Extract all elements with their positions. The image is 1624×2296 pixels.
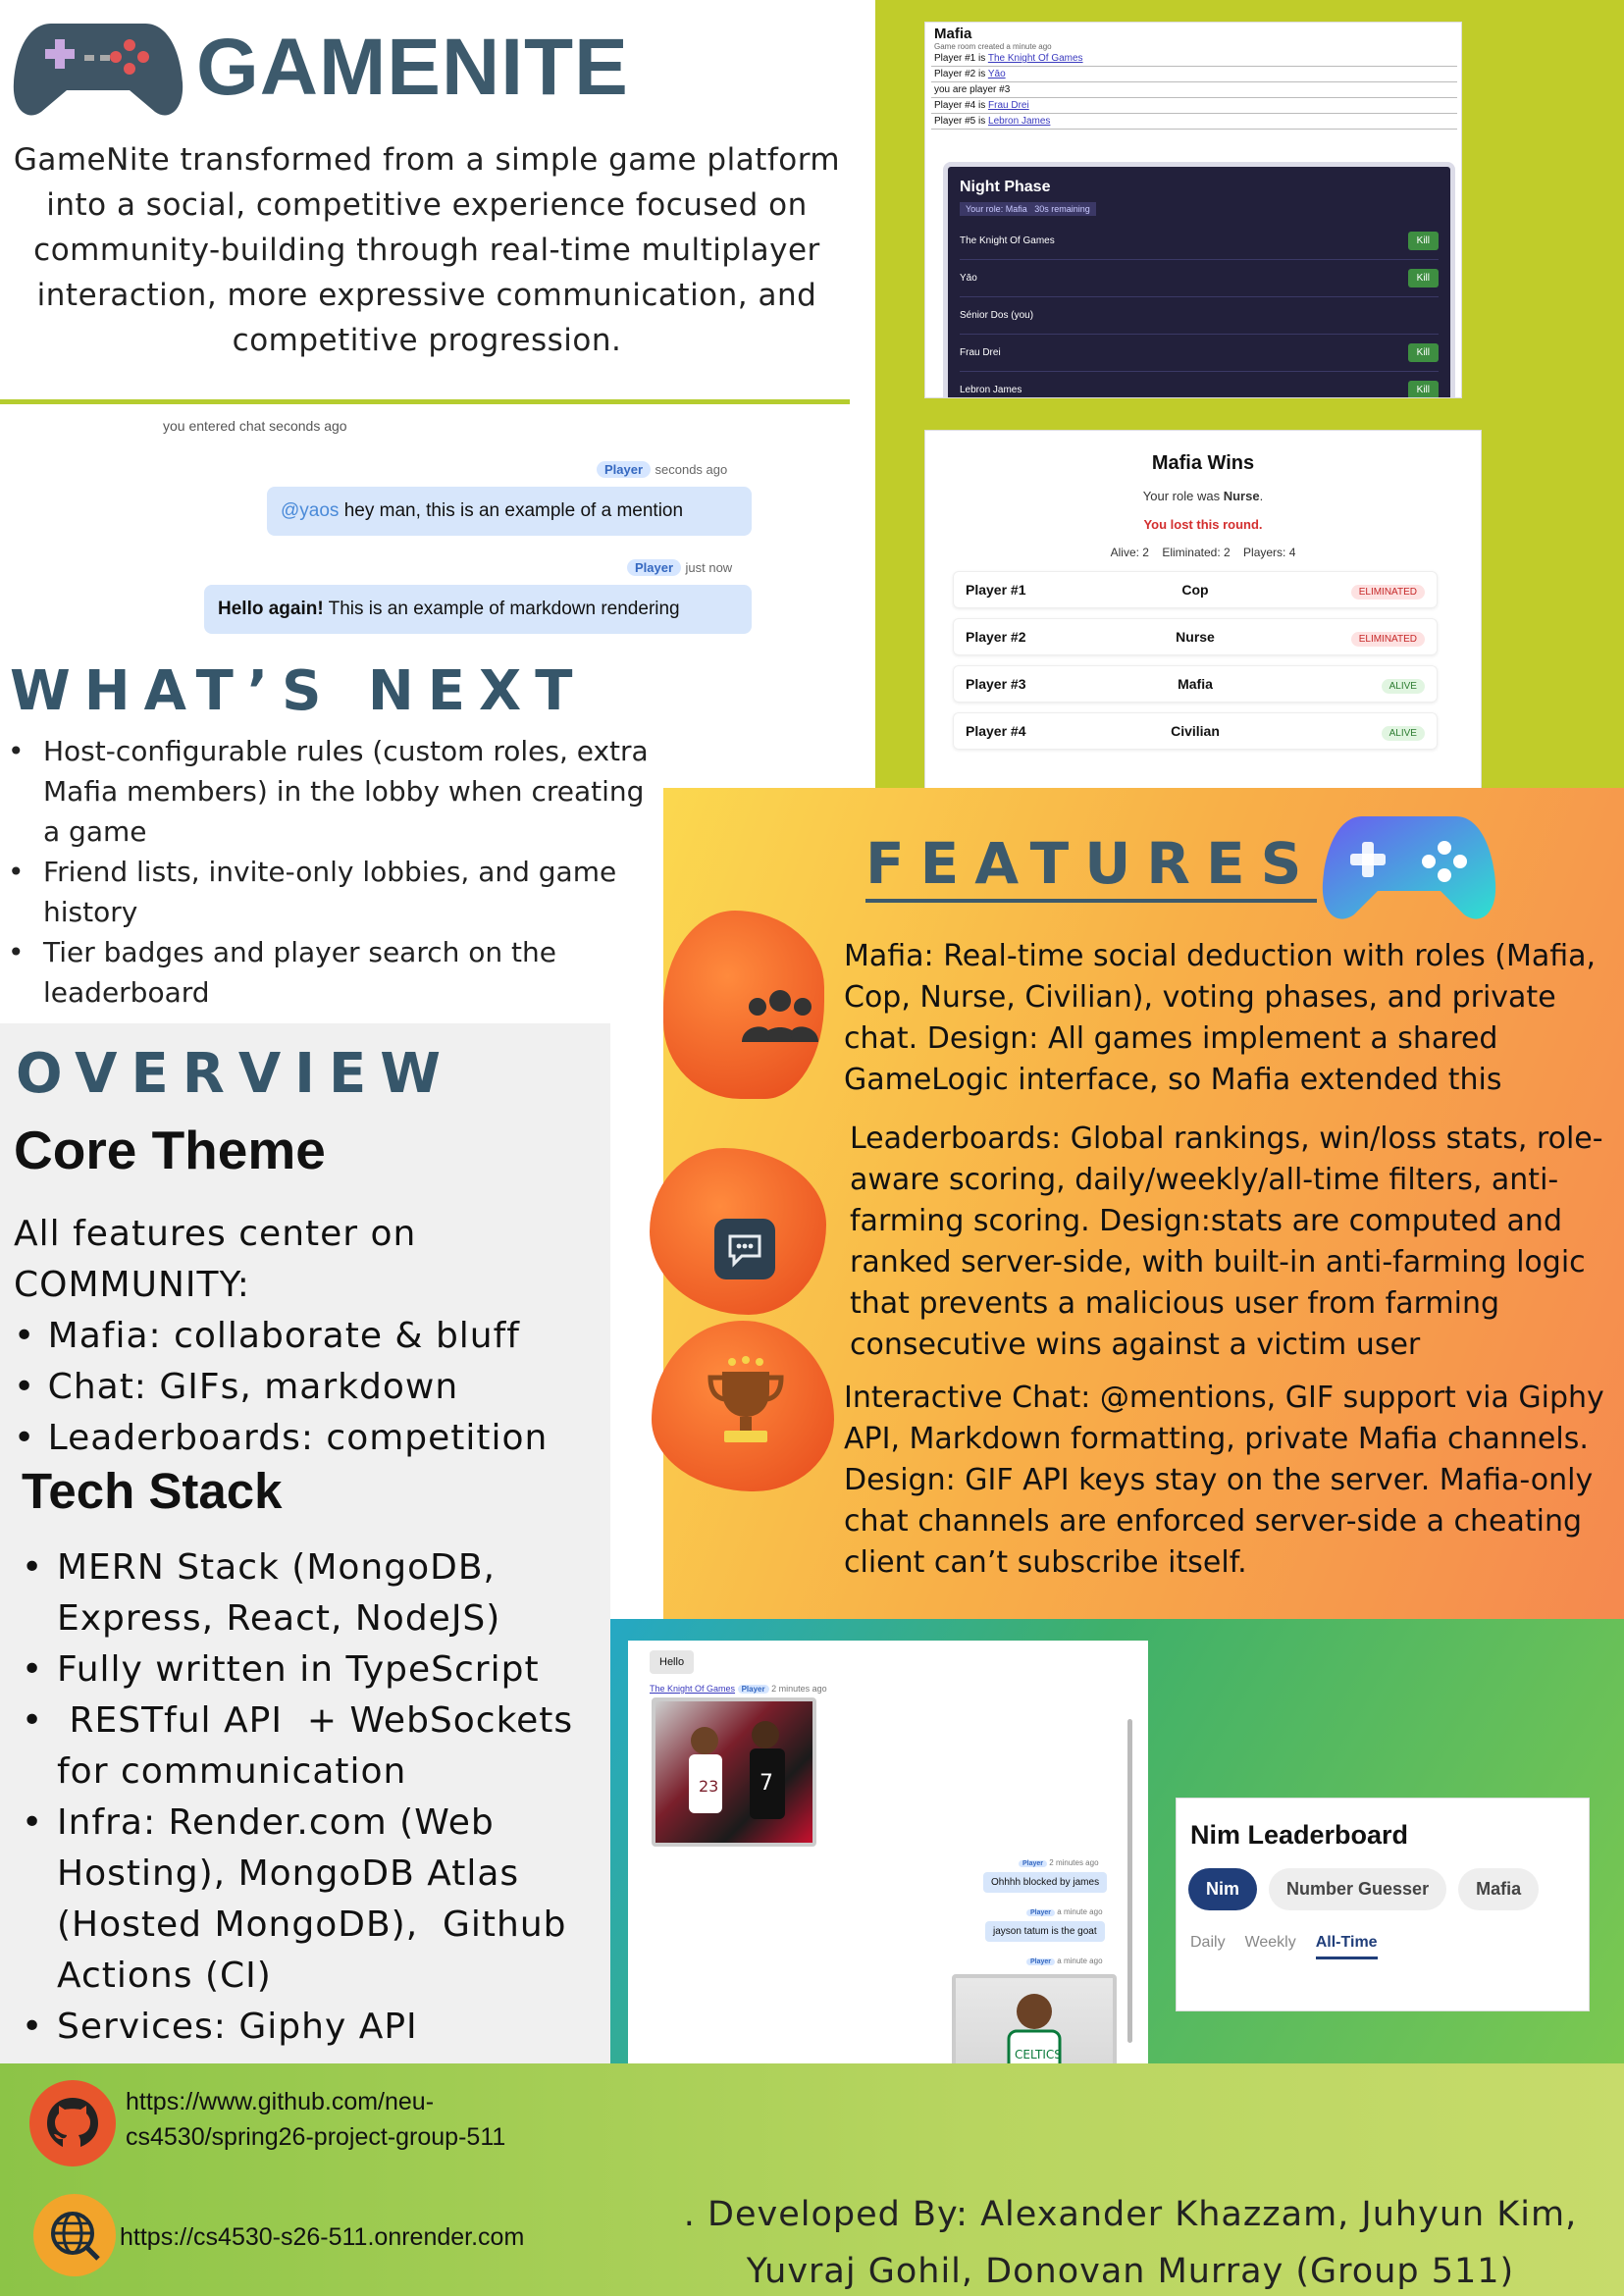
tab-mafia[interactable]: Mafia xyxy=(1458,1868,1539,1910)
result-row xyxy=(953,712,1438,750)
kill-button[interactable]: Kill xyxy=(1408,343,1439,362)
gamepad-gradient-icon xyxy=(1321,805,1497,930)
github-icon xyxy=(29,2080,116,2166)
player-row: Player #5 is Lebron James xyxy=(931,114,1457,130)
gif-chat-screenshot xyxy=(628,1641,1148,2135)
list-item: • Tier badges and player search on the leaderboard xyxy=(0,932,667,1013)
player-link[interactable]: Frau Drei xyxy=(988,100,1029,111)
msg-meta xyxy=(597,461,727,479)
core-line: All features center on COMMUNITY: xyxy=(14,1214,417,1305)
tab-nim[interactable]: Nim xyxy=(1188,1868,1257,1910)
msg-time: 2 minutes ago xyxy=(771,1684,827,1694)
sender-link: The Knight Of Games xyxy=(650,1684,736,1694)
night-target-row xyxy=(960,297,1439,335)
result-row xyxy=(953,665,1438,703)
status-badge: ALIVE xyxy=(1382,726,1425,741)
player-link[interactable]: The Knight Of Games xyxy=(987,53,1083,64)
mention-message: @yaos hey man, this is an example of a mention xyxy=(267,487,752,536)
status-badge: ELIMINATED xyxy=(1351,585,1425,600)
target-name: Frau Drei xyxy=(960,347,1001,358)
msg-time: just now xyxy=(685,560,733,575)
basketball-gif-image xyxy=(652,1697,816,1847)
scrollbar[interactable] xyxy=(1127,1719,1132,2043)
player-row: you are player #3 xyxy=(931,82,1457,98)
svg-text:23: 23 xyxy=(699,1777,719,1796)
list-item: • Friend lists, invite-only lobbies, and game history xyxy=(0,852,667,932)
night-phase-title: Night Phase xyxy=(960,179,1051,195)
role-label: Civilian xyxy=(1171,723,1220,739)
mention: @yaos xyxy=(281,500,340,521)
people-icon xyxy=(740,987,820,1042)
list-item: • Infra: Render.com (Web Hosting), MongoDB Atlas (Hosted MongoDB), Github Actions (CI) xyxy=(16,1798,610,2002)
role-timer-badge xyxy=(960,202,1096,216)
msg-meta xyxy=(627,559,732,577)
game-stats: Alive: 2 Eliminated: 2 Players: 4 xyxy=(1110,546,1296,559)
target-name: The Knight Of Games xyxy=(960,235,1055,246)
feature-mafia-text: Mafia: Real-time social deduction with roles (Mafia, Cop, Nurse, Civilian), voting phases, and private chat. Design: All games implement a shared GameLogic interface, so Mafia extended this xyxy=(844,939,1597,1097)
player-row: Player #1 is The Knight Of Games xyxy=(931,51,1457,67)
timer-label: 30s remaining xyxy=(1034,204,1090,214)
msg-meta: Player a minute ago xyxy=(1026,1957,1103,1965)
filter-all-time[interactable]: All-Time xyxy=(1316,1934,1378,1959)
player-chip: Player xyxy=(597,461,651,478)
kill-button[interactable]: Kill xyxy=(1408,269,1439,287)
player-label: Player #1 xyxy=(966,582,1026,598)
room-title: Mafia xyxy=(934,26,972,42)
globe-icon xyxy=(33,2194,116,2276)
room-subtitle: Game room created a minute ago xyxy=(934,42,1052,51)
filter-daily[interactable]: Daily xyxy=(1190,1934,1226,1951)
player-label: Player #2 xyxy=(966,629,1026,645)
player-row: Player #4 is Frau Drei xyxy=(931,98,1457,114)
night-phase-panel xyxy=(943,162,1455,398)
target-name: Lebron James xyxy=(960,385,1022,395)
intro-paragraph: GameNite transformed from a simple game platform into a social, competitive experience focused on community-building through real-time multiplayer interaction, more expressive communication, and competitive progression. xyxy=(13,142,841,358)
chat-icon xyxy=(712,1217,777,1281)
player-label: Player #4 xyxy=(966,723,1026,739)
kill-button[interactable]: Kill xyxy=(1408,381,1439,398)
chat-notice: you entered chat seconds ago xyxy=(163,418,347,434)
core-theme-text xyxy=(14,1209,602,1464)
msg-meta xyxy=(650,1684,827,1694)
filter-weekly[interactable]: Weekly xyxy=(1244,1934,1296,1951)
chat-message: jayson tatum is the goat xyxy=(985,1921,1105,1942)
status-badge: ELIMINATED xyxy=(1351,632,1425,647)
github-link[interactable]: https://www.github.com/neu-cs4530/spring26-project-group-511 xyxy=(126,2088,506,2151)
player-link[interactable]: Yāo xyxy=(987,69,1006,79)
nim-leaderboard-screenshot xyxy=(1176,1798,1590,2011)
list-item: • MERN Stack (MongoDB, Express, React, NodeJS) xyxy=(16,1542,610,1644)
list-item: • Host-configurable rules (custom roles, extra Mafia members) in the lobby when creating a game xyxy=(0,731,667,852)
markdown-message: Hello again! This is an example of markdown rendering xyxy=(204,585,752,634)
gamepad-logo-icon xyxy=(12,14,184,124)
poster-title: GAMENITE xyxy=(196,23,629,112)
role-label: Nurse xyxy=(1176,629,1215,645)
core-theme-heading: Core Theme xyxy=(14,1120,326,1180)
overview-heading: OVERVIEW xyxy=(16,1042,455,1106)
result-row xyxy=(953,571,1438,608)
core-line: • Chat: GIFs, markdown xyxy=(14,1367,459,1407)
role-label: Mafia xyxy=(1178,676,1213,692)
svg-text:CELTICS: CELTICS xyxy=(1015,2048,1062,2061)
hello-message: Hello xyxy=(650,1650,694,1674)
time-filters xyxy=(1190,1934,1589,1959)
svg-text:7: 7 xyxy=(760,1771,773,1796)
game-tabs xyxy=(1188,1868,1589,1910)
player-chip: Player xyxy=(738,1685,769,1694)
player-chip: Player xyxy=(627,559,681,576)
feature-chat-text: Interactive Chat: @mentions, GIF support via Giphy API, Markdown formatting, private Mafia channels. Design: GIF API keys stay on the server. Mafia-only chat channels are enforced server-side a cheating client can’t subscribe itself. xyxy=(844,1381,1604,1580)
trophy-icon xyxy=(703,1354,789,1448)
mafia-wins-screenshot xyxy=(924,430,1482,789)
divider xyxy=(0,399,850,404)
night-target-row xyxy=(960,335,1439,372)
role-label: Your role: Mafia xyxy=(966,204,1027,214)
night-target-row xyxy=(960,260,1439,297)
night-target-row xyxy=(960,223,1439,260)
role-reveal: Your role was Nurse. xyxy=(1142,489,1264,503)
feature-leaderboards-text: Leaderboards: Global rankings, win/loss stats, role-aware scoring, daily/weekly/all-time filters, anti-farming scoring. Design:stats are computed and ranked server-side, with built-in anti-farming logic that prevents a malicious user from farming consecutive wins against a victim user xyxy=(850,1122,1603,1362)
player-label: Player #3 xyxy=(966,676,1026,692)
player-link[interactable]: Lebron James xyxy=(988,116,1051,127)
lost-message: You lost this round. xyxy=(1143,517,1263,532)
target-name: Sénior Dos (you) xyxy=(960,310,1034,321)
chat-message: Ohhhh blocked by james xyxy=(983,1872,1107,1893)
whats-next-list xyxy=(0,731,667,1013)
list-item: • RESTful API + WebSockets for communication xyxy=(16,1696,610,1798)
core-line: • Leaderboards: competition xyxy=(14,1418,549,1458)
night-target-row xyxy=(960,372,1439,398)
leaderboard-title: Nim Leaderboard xyxy=(1190,1820,1409,1850)
role-label: Cop xyxy=(1181,582,1209,598)
core-line: • Mafia: collaborate & bluff xyxy=(14,1316,520,1356)
tab-number-guesser[interactable]: Number Guesser xyxy=(1269,1868,1446,1910)
chat-example-screenshot xyxy=(0,410,854,659)
result-row xyxy=(953,618,1438,655)
tech-stack-heading: Tech Stack xyxy=(22,1463,283,1519)
status-badge: ALIVE xyxy=(1382,679,1425,694)
list-item: • Services: Giphy API xyxy=(16,2002,610,2053)
kill-button[interactable]: Kill xyxy=(1408,232,1439,250)
msg-meta: Player 2 minutes ago xyxy=(1019,1858,1099,1867)
site-link[interactable]: https://cs4530-s26-511.onrender.com xyxy=(120,2223,525,2251)
msg-time: seconds ago xyxy=(655,462,728,477)
features-heading: FEATURES xyxy=(865,830,1317,903)
whats-next-heading: WHAT’S NEXT xyxy=(10,659,587,723)
target-name: Yāo xyxy=(960,273,977,284)
result-title: Mafia Wins xyxy=(1151,452,1255,474)
msg-meta: Player a minute ago xyxy=(1026,1907,1103,1916)
mafia-room-screenshot xyxy=(924,22,1462,398)
player-row: Player #2 is Yāo xyxy=(931,67,1457,82)
list-item: • Fully written in TypeScript xyxy=(16,1644,610,1696)
tech-stack-list xyxy=(16,1542,610,2053)
developer-credits: . Developed By: Alexander Khazzam, Juhyun Kim, Yuvraj Gohil, Donovan Murray (Group 511) xyxy=(683,2195,1578,2291)
